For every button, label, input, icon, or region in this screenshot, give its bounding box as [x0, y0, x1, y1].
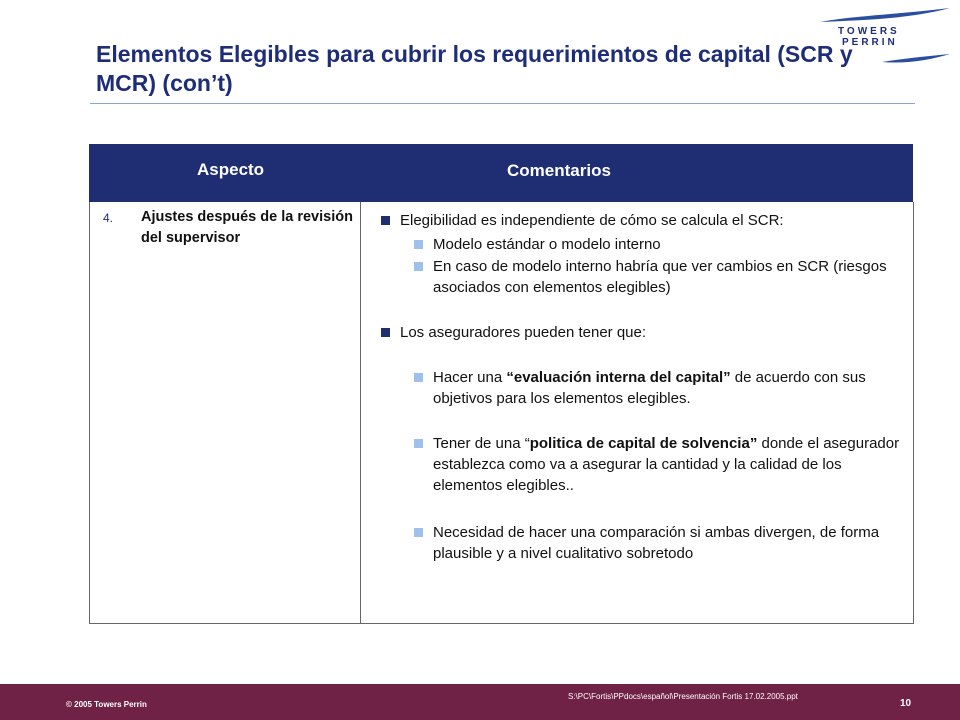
bullet-evaluacion-interna	[433, 367, 913, 409]
title-divider	[90, 103, 915, 104]
bullet-text-pre: Tener de una “	[433, 435, 530, 452]
bullet-text: Modelo estándar o modelo interno	[433, 236, 661, 253]
bullet-text-bold: politica de capital de solvencia”	[529, 435, 758, 452]
bullet-text-post: de acuerdo con sus objetivos para los elementos elegibles.	[433, 369, 866, 407]
bullet-text: En caso de modelo interno habría que ver cambios en SCR (riesgos asociados con elementos elegibles)	[433, 258, 887, 296]
bullet-modelo-estandar	[433, 234, 913, 255]
bullet-text-bold: “evaluación interna del capital”	[506, 369, 731, 386]
square-bullet-icon	[381, 328, 390, 337]
column-header-aspecto: Aspecto	[197, 160, 265, 179]
bullet-modelo-interno	[433, 256, 913, 298]
table-header	[89, 144, 913, 202]
bullet-text-pre: Hacer una	[433, 369, 507, 386]
aspect-number: 4.	[103, 211, 114, 225]
bullet-elegibilidad	[400, 210, 784, 231]
square-bullet-icon	[414, 240, 423, 249]
square-bullet-icon	[414, 373, 423, 382]
bullet-text: Elegibilidad es independiente de cómo se calcula el SCR:	[400, 212, 784, 229]
footer-bar	[0, 684, 960, 720]
aspect-text: Ajustes después de la revisión del supervisor	[141, 209, 353, 246]
footer-copyright: © 2005 Towers Perrin	[66, 700, 147, 709]
logo-word-towers: TOWERS	[838, 26, 900, 37]
column-header-comentarios: Comentarios	[507, 161, 611, 180]
slide-title: Elementos Elegibles para cubrir los requerimientos de capital (SCR y MCR) (con’t)	[96, 41, 853, 96]
bullet-text: Los aseguradores pueden tener que:	[400, 324, 647, 341]
column-divider	[360, 202, 361, 624]
square-bullet-icon	[414, 528, 423, 537]
logo-word-perrin: PERRIN	[842, 37, 898, 48]
bullet-aseguradores	[400, 322, 646, 343]
footer-file-path: S:\PC\Fortis\PPdocs\español\Presentación Fortis 17.02.2005.ppt	[568, 692, 798, 701]
bullet-comparacion	[433, 522, 913, 564]
square-bullet-icon	[381, 216, 390, 225]
bullet-text: Necesidad de hacer una comparación si ambas divergen, de forma plausible y a nivel cualitativo sobretodo	[433, 524, 880, 562]
page-number: 10	[900, 698, 912, 709]
square-bullet-icon	[414, 262, 423, 271]
bullet-politica-capital	[433, 433, 913, 496]
square-bullet-icon	[414, 439, 423, 448]
bullet-text-post: donde el asegurador establezca como va a asegurar la cantidad y la calidad de los elementos elegibles..	[433, 435, 900, 494]
